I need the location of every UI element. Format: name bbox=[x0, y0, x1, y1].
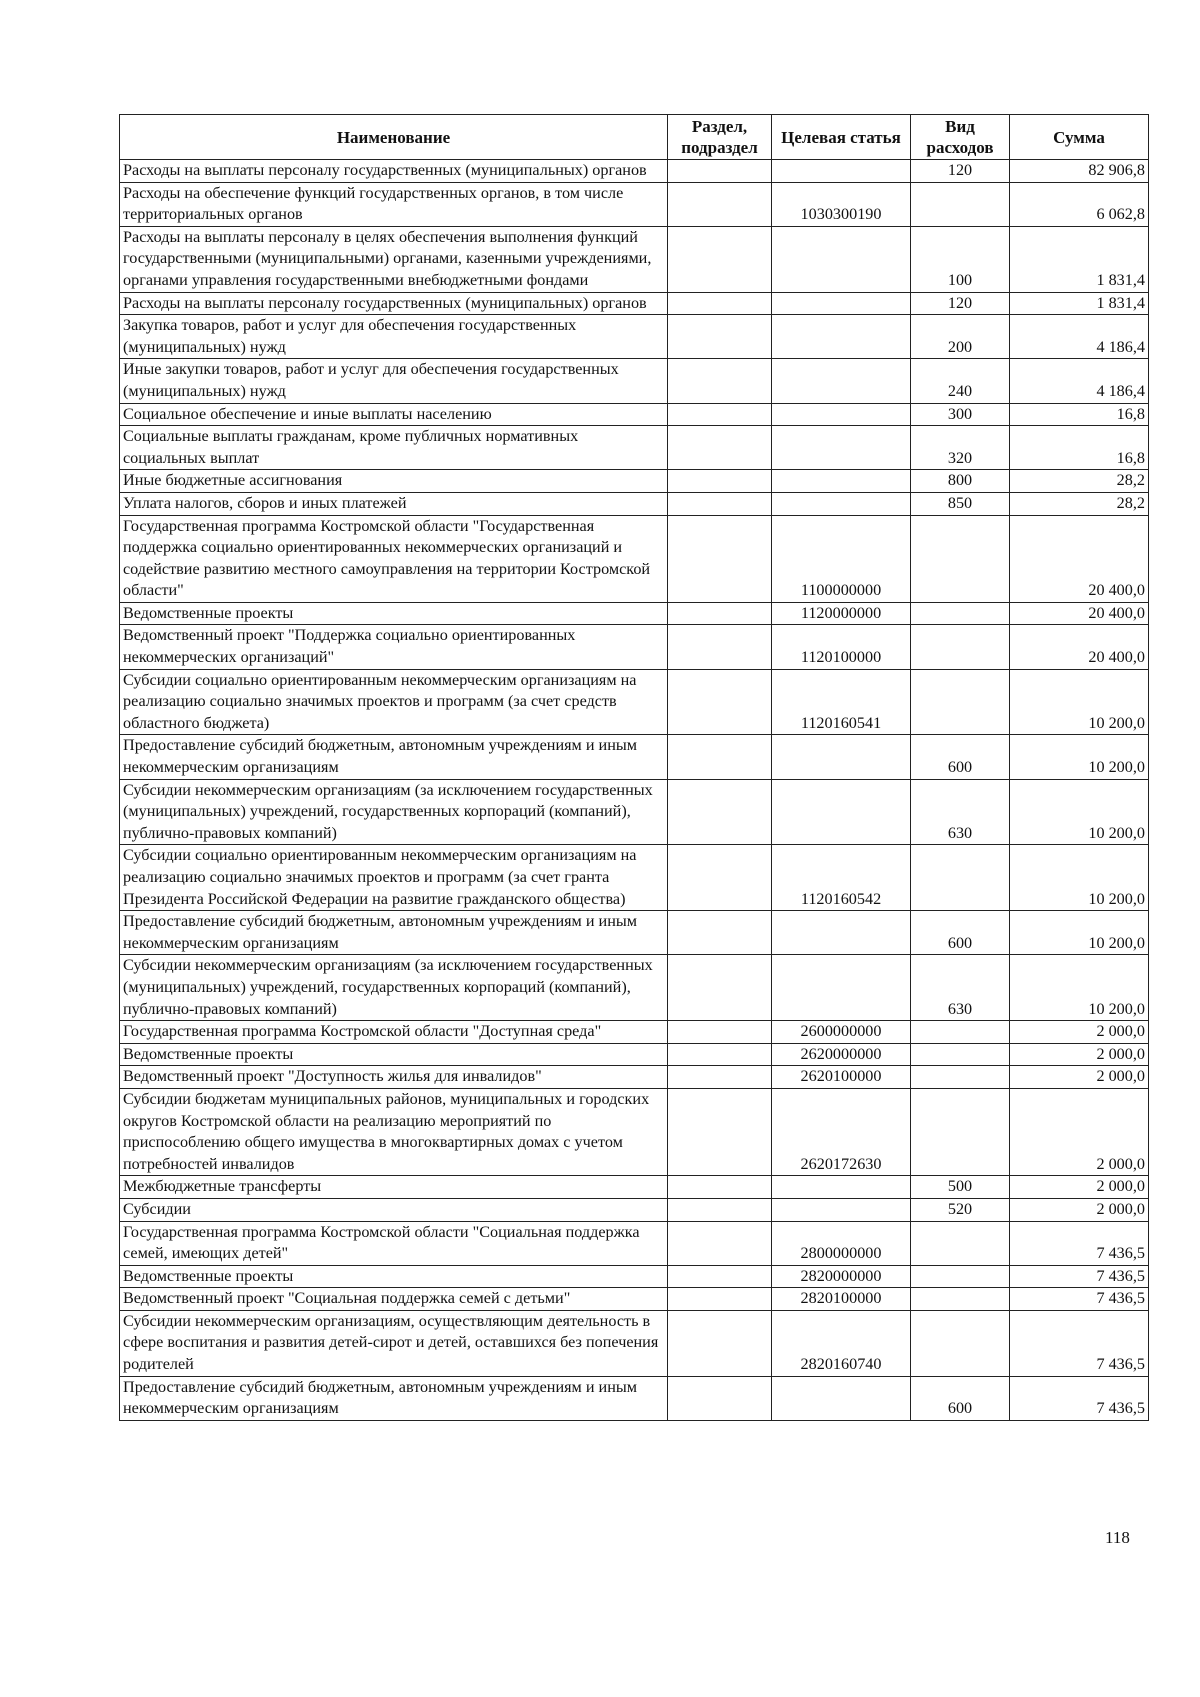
table-row bbox=[120, 1265, 1149, 1288]
cell-article: 2620172630 bbox=[772, 1088, 911, 1175]
cell-name: Расходы на выплаты персоналу государственных (муниципальных) органов bbox=[120, 160, 668, 183]
cell-sum: 10 200,0 bbox=[1010, 669, 1149, 735]
cell-sum: 2 000,0 bbox=[1010, 1021, 1149, 1044]
cell-sum: 20 400,0 bbox=[1010, 515, 1149, 602]
cell-sum: 6 062,8 bbox=[1010, 182, 1149, 226]
table-row bbox=[120, 292, 1149, 315]
table-row bbox=[120, 1198, 1149, 1221]
table-row bbox=[120, 669, 1149, 735]
table-row bbox=[120, 1376, 1149, 1420]
cell-article: 2600000000 bbox=[772, 1021, 911, 1044]
cell-name: Ведомственный проект "Доступность жилья для инвалидов" bbox=[120, 1066, 668, 1089]
header-name: Наименование bbox=[120, 115, 668, 160]
table-row bbox=[120, 359, 1149, 403]
cell-kind bbox=[911, 1088, 1010, 1175]
cell-kind bbox=[911, 1066, 1010, 1089]
table-row bbox=[120, 602, 1149, 625]
table-row bbox=[120, 625, 1149, 669]
budget-table bbox=[119, 114, 1149, 1421]
cell-name: Субсидии социально ориентированным некоммерческим организациям на реализацию социально значимых проектов и программ (за счет гранта Президента Российской Федерации на развитие гражданского общества) bbox=[120, 845, 668, 911]
cell-sum: 16,8 bbox=[1010, 426, 1149, 470]
cell-article bbox=[772, 292, 911, 315]
table-row bbox=[120, 911, 1149, 955]
cell-sum: 1 831,4 bbox=[1010, 226, 1149, 292]
cell-kind: 100 bbox=[911, 226, 1010, 292]
cell-section bbox=[668, 182, 772, 226]
cell-sum: 2 000,0 bbox=[1010, 1043, 1149, 1066]
cell-name: Государственная программа Костромской области "Доступная среда" bbox=[120, 1021, 668, 1044]
cell-sum: 2 000,0 bbox=[1010, 1198, 1149, 1221]
cell-article: 2820100000 bbox=[772, 1288, 911, 1311]
cell-sum: 7 436,5 bbox=[1010, 1265, 1149, 1288]
cell-kind bbox=[911, 602, 1010, 625]
cell-sum: 28,2 bbox=[1010, 470, 1149, 493]
cell-name: Субсидии bbox=[120, 1198, 668, 1221]
cell-name: Предоставление субсидий бюджетным, автономным учреждениям и иным некоммерческим организациям bbox=[120, 735, 668, 779]
cell-sum: 10 200,0 bbox=[1010, 845, 1149, 911]
cell-section bbox=[668, 1265, 772, 1288]
cell-kind: 520 bbox=[911, 1198, 1010, 1221]
cell-article: 1100000000 bbox=[772, 515, 911, 602]
cell-name: Ведомственные проекты bbox=[120, 1265, 668, 1288]
cell-sum: 82 906,8 bbox=[1010, 160, 1149, 183]
cell-article: 1120000000 bbox=[772, 602, 911, 625]
cell-name: Расходы на выплаты персоналу государственных (муниципальных) органов bbox=[120, 292, 668, 315]
cell-section bbox=[668, 1066, 772, 1089]
cell-article bbox=[772, 315, 911, 359]
table-row bbox=[120, 1221, 1149, 1265]
cell-section bbox=[668, 625, 772, 669]
cell-sum: 7 436,5 bbox=[1010, 1221, 1149, 1265]
cell-kind bbox=[911, 625, 1010, 669]
cell-name: Государственная программа Костромской области "Социальная поддержка семей, имеющих детей" bbox=[120, 1221, 668, 1265]
cell-name: Субсидии бюджетам муниципальных районов, муниципальных и городских округов Костромской области на реализацию мероприятий по приспособлению общего имущества в многоквартирных домах с учетом потребностей инвалидов bbox=[120, 1088, 668, 1175]
cell-section bbox=[668, 1376, 772, 1420]
cell-kind bbox=[911, 1265, 1010, 1288]
cell-section bbox=[668, 1221, 772, 1265]
page-number: 118 bbox=[1105, 1528, 1130, 1547]
cell-kind: 320 bbox=[911, 426, 1010, 470]
cell-kind: 630 bbox=[911, 955, 1010, 1021]
cell-kind: 630 bbox=[911, 779, 1010, 845]
table-row bbox=[120, 845, 1149, 911]
cell-sum: 7 436,5 bbox=[1010, 1310, 1149, 1376]
cell-section bbox=[668, 669, 772, 735]
cell-sum: 10 200,0 bbox=[1010, 735, 1149, 779]
cell-name: Социальные выплаты гражданам, кроме публичных нормативных социальных выплат bbox=[120, 426, 668, 470]
cell-section bbox=[668, 426, 772, 470]
cell-article: 1030300190 bbox=[772, 182, 911, 226]
cell-article bbox=[772, 470, 911, 493]
cell-sum: 20 400,0 bbox=[1010, 625, 1149, 669]
cell-kind bbox=[911, 845, 1010, 911]
table-row bbox=[120, 315, 1149, 359]
table-row bbox=[120, 1288, 1149, 1311]
cell-kind: 120 bbox=[911, 160, 1010, 183]
header-section: Раздел, подраздел bbox=[668, 115, 772, 160]
cell-name: Субсидии некоммерческим организациям, осуществляющим деятельность в сфере воспитания и развития детей-сирот и детей, оставшихся без попечения родителей bbox=[120, 1310, 668, 1376]
cell-sum: 10 200,0 bbox=[1010, 955, 1149, 1021]
table-body bbox=[120, 160, 1149, 1421]
cell-kind bbox=[911, 1310, 1010, 1376]
cell-kind bbox=[911, 1221, 1010, 1265]
cell-article bbox=[772, 226, 911, 292]
cell-name: Социальное обеспечение и иные выплаты населению bbox=[120, 403, 668, 426]
cell-article: 2820000000 bbox=[772, 1265, 911, 1288]
table-row bbox=[120, 403, 1149, 426]
cell-article bbox=[772, 359, 911, 403]
cell-section bbox=[668, 735, 772, 779]
cell-section bbox=[668, 492, 772, 515]
cell-article: 2800000000 bbox=[772, 1221, 911, 1265]
table-row bbox=[120, 1310, 1149, 1376]
cell-article bbox=[772, 735, 911, 779]
cell-sum: 2 000,0 bbox=[1010, 1176, 1149, 1199]
cell-article: 1120160541 bbox=[772, 669, 911, 735]
header-sum: Сумма bbox=[1010, 115, 1149, 160]
cell-kind bbox=[911, 669, 1010, 735]
cell-name: Субсидии социально ориентированным некоммерческим организациям на реализацию социально значимых проектов и программ (за счет средств областного бюджета) bbox=[120, 669, 668, 735]
table-row bbox=[120, 470, 1149, 493]
table-row bbox=[120, 1021, 1149, 1044]
cell-name: Расходы на обеспечение функций государственных органов, в том числе территориальных органов bbox=[120, 182, 668, 226]
cell-sum: 2 000,0 bbox=[1010, 1088, 1149, 1175]
cell-sum: 10 200,0 bbox=[1010, 911, 1149, 955]
cell-article bbox=[772, 160, 911, 183]
cell-section bbox=[668, 845, 772, 911]
cell-section bbox=[668, 911, 772, 955]
cell-article: 1120100000 bbox=[772, 625, 911, 669]
cell-article: 1120160542 bbox=[772, 845, 911, 911]
cell-section bbox=[668, 602, 772, 625]
cell-name: Закупка товаров, работ и услуг для обеспечения государственных (муниципальных) нужд bbox=[120, 315, 668, 359]
cell-kind: 600 bbox=[911, 1376, 1010, 1420]
cell-name: Иные бюджетные ассигнования bbox=[120, 470, 668, 493]
table-row bbox=[120, 182, 1149, 226]
cell-article: 2620000000 bbox=[772, 1043, 911, 1066]
cell-section bbox=[668, 160, 772, 183]
header-article: Целевая статья bbox=[772, 115, 911, 160]
table-row bbox=[120, 492, 1149, 515]
cell-name: Уплата налогов, сборов и иных платежей bbox=[120, 492, 668, 515]
cell-section bbox=[668, 292, 772, 315]
table-row bbox=[120, 426, 1149, 470]
cell-article bbox=[772, 1376, 911, 1420]
cell-name: Иные закупки товаров, работ и услуг для обеспечения государственных (муниципальных) нужд bbox=[120, 359, 668, 403]
header-kind: Вид расходов bbox=[911, 115, 1010, 160]
cell-sum: 4 186,4 bbox=[1010, 315, 1149, 359]
cell-article bbox=[772, 1176, 911, 1199]
cell-sum: 7 436,5 bbox=[1010, 1376, 1149, 1420]
cell-name: Межбюджетные трансферты bbox=[120, 1176, 668, 1199]
cell-name: Ведомственные проекты bbox=[120, 602, 668, 625]
cell-sum: 20 400,0 bbox=[1010, 602, 1149, 625]
cell-kind: 600 bbox=[911, 735, 1010, 779]
cell-section bbox=[668, 1288, 772, 1311]
cell-sum: 2 000,0 bbox=[1010, 1066, 1149, 1089]
cell-name: Расходы на выплаты персоналу в целях обеспечения выполнения функций государственными (муниципальными) органами, казенными учреждениями, органами управления государственными внебюджетными фондами bbox=[120, 226, 668, 292]
cell-article bbox=[772, 1198, 911, 1221]
cell-section bbox=[668, 515, 772, 602]
cell-name: Ведомственный проект "Социальная поддержка семей с детьми" bbox=[120, 1288, 668, 1311]
cell-section bbox=[668, 1021, 772, 1044]
cell-section bbox=[668, 359, 772, 403]
table-row bbox=[120, 1066, 1149, 1089]
cell-name: Ведомственные проекты bbox=[120, 1043, 668, 1066]
cell-kind bbox=[911, 1021, 1010, 1044]
cell-kind: 200 bbox=[911, 315, 1010, 359]
table-header-row bbox=[120, 115, 1149, 160]
cell-kind: 240 bbox=[911, 359, 1010, 403]
cell-article bbox=[772, 779, 911, 845]
cell-article bbox=[772, 492, 911, 515]
table-row bbox=[120, 955, 1149, 1021]
cell-section bbox=[668, 1088, 772, 1175]
cell-sum: 10 200,0 bbox=[1010, 779, 1149, 845]
cell-article bbox=[772, 403, 911, 426]
table-row bbox=[120, 735, 1149, 779]
cell-section bbox=[668, 403, 772, 426]
cell-section bbox=[668, 226, 772, 292]
cell-sum: 4 186,4 bbox=[1010, 359, 1149, 403]
cell-name: Государственная программа Костромской области "Государственная поддержка социально ориентированных некоммерческих организаций и содействие развитию местного самоуправления на территории Костромской области" bbox=[120, 515, 668, 602]
cell-section bbox=[668, 1043, 772, 1066]
table-row bbox=[120, 160, 1149, 183]
table-row bbox=[120, 779, 1149, 845]
cell-kind: 300 bbox=[911, 403, 1010, 426]
cell-sum: 16,8 bbox=[1010, 403, 1149, 426]
cell-name: Предоставление субсидий бюджетным, автономным учреждениям и иным некоммерческим организациям bbox=[120, 1376, 668, 1420]
table-row bbox=[120, 1176, 1149, 1199]
table-row bbox=[120, 226, 1149, 292]
cell-section bbox=[668, 1198, 772, 1221]
cell-section bbox=[668, 315, 772, 359]
cell-kind: 800 bbox=[911, 470, 1010, 493]
cell-article bbox=[772, 955, 911, 1021]
cell-kind bbox=[911, 182, 1010, 226]
cell-name: Субсидии некоммерческим организациям (за исключением государственных (муниципальных) учреждений, государственных корпораций (компаний), публично-правовых компаний) bbox=[120, 955, 668, 1021]
cell-sum: 7 436,5 bbox=[1010, 1288, 1149, 1311]
cell-name: Предоставление субсидий бюджетным, автономным учреждениям и иным некоммерческим организациям bbox=[120, 911, 668, 955]
cell-article: 2620100000 bbox=[772, 1066, 911, 1089]
cell-kind: 850 bbox=[911, 492, 1010, 515]
cell-article bbox=[772, 911, 911, 955]
cell-article: 2820160740 bbox=[772, 1310, 911, 1376]
table-row bbox=[120, 1043, 1149, 1066]
cell-kind bbox=[911, 1043, 1010, 1066]
cell-kind bbox=[911, 515, 1010, 602]
cell-kind: 500 bbox=[911, 1176, 1010, 1199]
cell-sum: 28,2 bbox=[1010, 492, 1149, 515]
table-row bbox=[120, 515, 1149, 602]
cell-kind: 600 bbox=[911, 911, 1010, 955]
cell-section bbox=[668, 470, 772, 493]
cell-section bbox=[668, 779, 772, 845]
cell-article bbox=[772, 426, 911, 470]
cell-name: Ведомственный проект "Поддержка социально ориентированных некоммерческих организаций" bbox=[120, 625, 668, 669]
cell-kind: 120 bbox=[911, 292, 1010, 315]
cell-sum: 1 831,4 bbox=[1010, 292, 1149, 315]
table-row bbox=[120, 1088, 1149, 1175]
cell-section bbox=[668, 1176, 772, 1199]
cell-section bbox=[668, 955, 772, 1021]
cell-name: Субсидии некоммерческим организациям (за исключением государственных (муниципальных) учреждений, государственных корпораций (компаний), публично-правовых компаний) bbox=[120, 779, 668, 845]
cell-kind bbox=[911, 1288, 1010, 1311]
cell-section bbox=[668, 1310, 772, 1376]
